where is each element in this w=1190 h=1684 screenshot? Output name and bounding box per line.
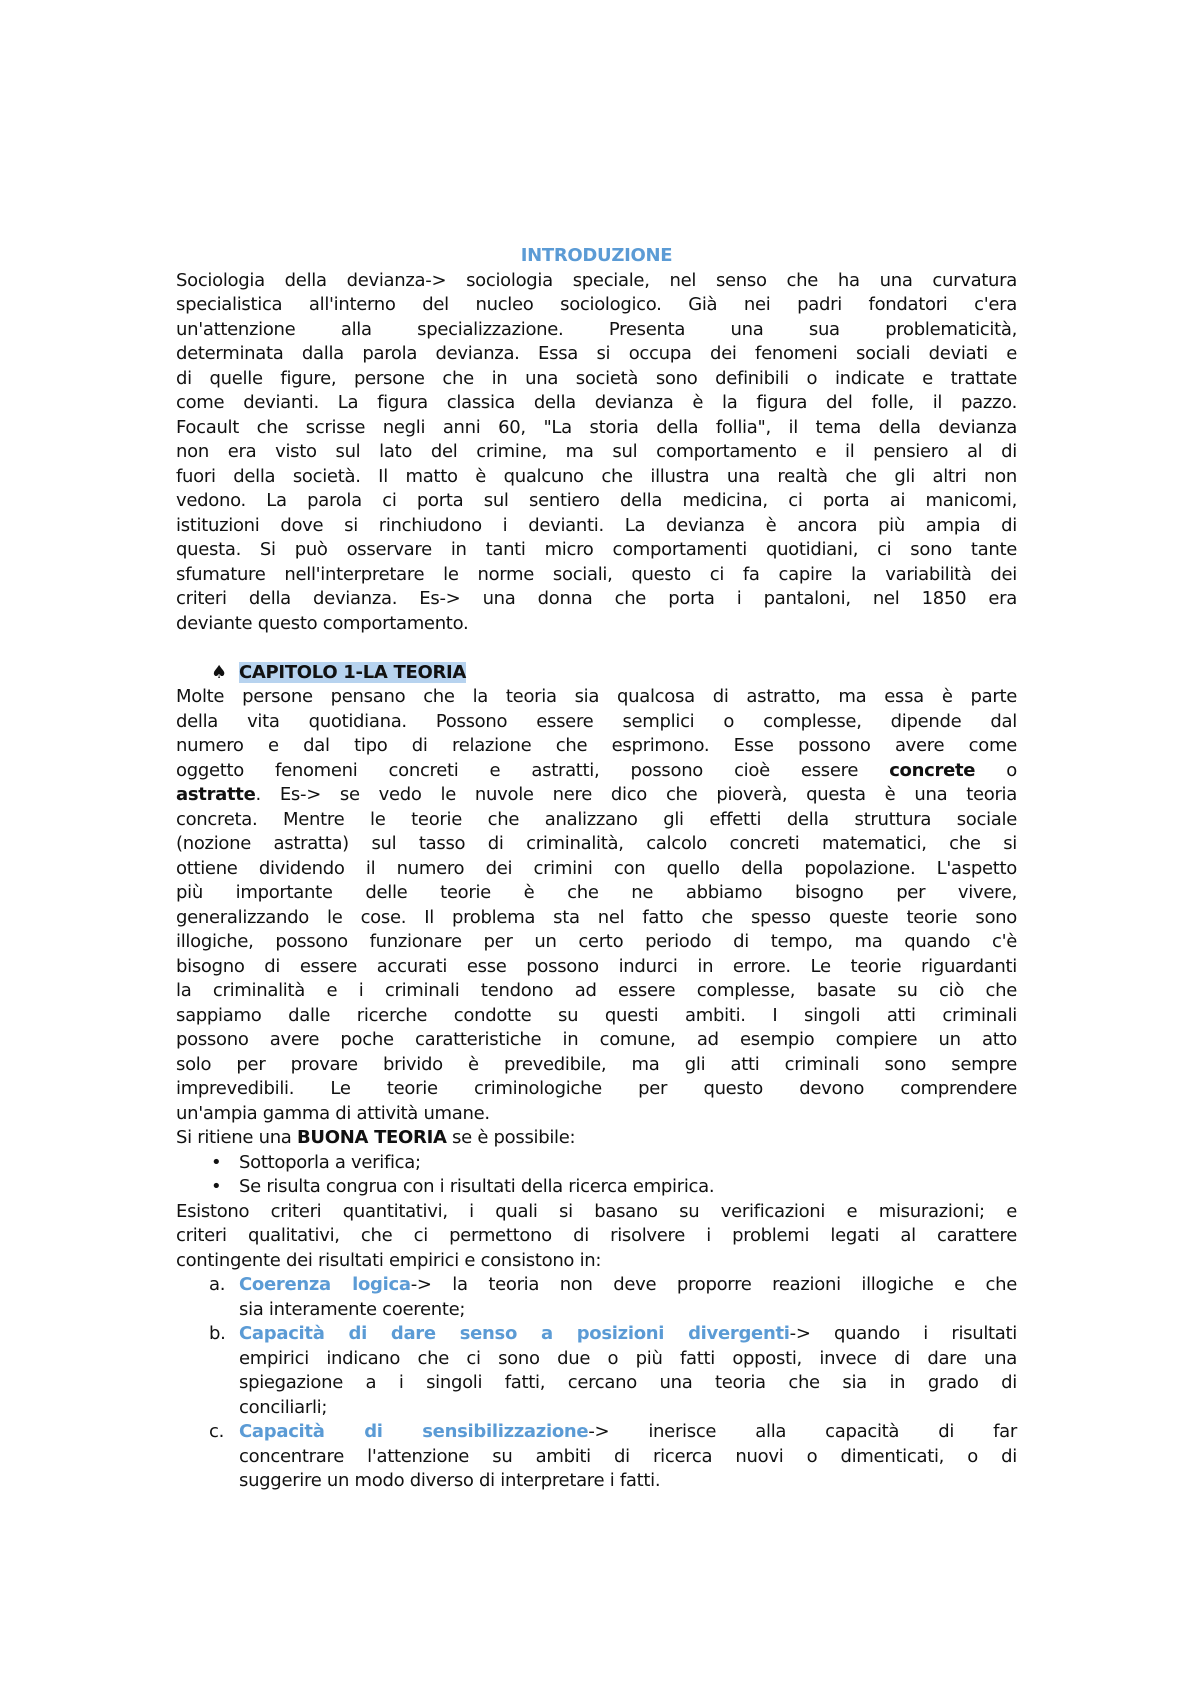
- text-line: criteri qualitativi, che ci permettono di risolvere i problemi legati al carattere: [176, 1225, 1017, 1246]
- document-page: [176, 244, 1017, 1494]
- text-line: [176, 832, 1017, 857]
- text-run: possono avere poche caratteristiche in comune, ad esempio compiere un atto: [176, 1029, 1017, 1050]
- bullet-list: [176, 1151, 1017, 1200]
- text-run: un'ampia gamma di attività umane.: [176, 1102, 490, 1124]
- text-line: [176, 1053, 1017, 1078]
- criterion-term: Capacità di sensibilizzazione: [239, 1421, 589, 1442]
- text-run: conciliarli;: [239, 1396, 328, 1418]
- text-line: vedono. La parola ci porta sul sentiero della medicina, ci porta ai manicomi,: [176, 490, 1017, 511]
- text-run: Si ritiene una: [176, 1127, 297, 1148]
- criterion-term: Coerenza logica: [239, 1274, 411, 1295]
- text-line: [176, 1420, 1017, 1445]
- text-run: se è possibile:: [446, 1127, 576, 1148]
- text-run: numero e dal tipo di relazione che esprimono. Esse possono avere come: [176, 735, 1017, 756]
- text-line: di quelle figure, persone che in una società sono definibili o indicate e trattate: [176, 367, 1017, 389]
- text-line: istituzioni dove si rinchiudono i devianti. La devianza è ancora più ampia di: [176, 514, 1017, 536]
- text-run: ottiene dividendo il numero dei crimini con quello della popolazione. L'aspetto: [176, 857, 1017, 879]
- bullet-icon: •: [211, 1151, 222, 1173]
- text-run: empirici indicano che ci sono due o più fatti opposti, invece di dare una: [239, 1347, 1017, 1369]
- list-marker: b.: [209, 1323, 226, 1344]
- text-line: [176, 1298, 1017, 1323]
- criteria-paragraph: [176, 1200, 1017, 1274]
- text-line: un'attenzione alla specializzazione. Presenta una sua problematicità,: [176, 318, 1017, 340]
- text-run: oggetto fenomeni concreti e astratti, possono cioè essere: [176, 759, 890, 781]
- text-run: illogiche, possono funzionare per un certo periodo di tempo, ma quando c'è: [176, 931, 1017, 952]
- text-line: come devianti. La figura classica della devianza è la figura del folle, il pazzo.: [176, 392, 1017, 413]
- text-line: [176, 710, 1017, 735]
- text-line: [176, 1102, 1017, 1127]
- list-marker: a.: [209, 1274, 226, 1295]
- text-run: (nozione astratta) sul tasso di criminalità, calcolo concreti matematici, che si: [176, 833, 1017, 854]
- text-line: [176, 1028, 1017, 1053]
- text-run: più importante delle teorie è che ne abbiamo bisogno per vivere,: [176, 882, 1017, 903]
- text-run: sia interamente coerente;: [239, 1298, 466, 1320]
- text-run: la criminalità e i criminali tendono ad essere complesse, basate su ciò che: [176, 980, 1017, 1001]
- text-line: Focault che scrisse negli anni 60, "La storia della follia", il tema della devianza: [176, 416, 1017, 438]
- text-line: [176, 906, 1017, 931]
- text-line: [176, 1347, 1017, 1372]
- text-line: criteri della devianza. Es-> una donna che porta i pantaloni, nel 1850 era: [176, 588, 1017, 609]
- text-run: . Es-> se vedo le nuvole nere dico che pioverà, questa è una teoria: [255, 784, 1017, 805]
- text-line: questa. Si può osservare in tanti micro comportamenti quotidiani, ci sono tante: [176, 539, 1017, 560]
- text-run: -> la teoria non deve proporre reazioni illogiche e che: [410, 1274, 1017, 1295]
- text-line: Esistono criteri quantitativi, i quali si basano su verificazioni e misurazioni; e: [176, 1200, 1017, 1222]
- text-line: [176, 1126, 1017, 1151]
- text-line: [176, 1077, 1017, 1102]
- text-line: specialistica all'interno del nucleo sociologico. Già nei padri fondatori c'era: [176, 294, 1017, 315]
- text-line: [176, 1396, 1017, 1421]
- text-run: suggerire un modo diverso di interpretare i fatti.: [239, 1470, 661, 1491]
- intro-paragraph: [176, 269, 1017, 637]
- text-run: spiegazione a i singoli fatti, cercano una teoria che sia in grado di: [239, 1372, 1017, 1393]
- text-line: [176, 1004, 1017, 1029]
- text-run: generalizzando le cose. Il problema sta nel fatto che spesso queste teorie sono: [176, 906, 1017, 928]
- spade-bullet-icon: ♠: [211, 661, 227, 683]
- blank-line: [176, 636, 1017, 661]
- text-line: sfumature nell'interpretare le norme sociali, questo ci fa capire la variabilità dei: [176, 563, 1017, 585]
- text-line: [176, 1322, 1017, 1347]
- section-title: INTRODUZIONE: [520, 245, 673, 266]
- text-line: [176, 979, 1017, 1004]
- text-run: o: [975, 759, 1017, 781]
- list-item-text: Se risulta congrua con i risultati della ricerca empirica.: [239, 1176, 715, 1197]
- text-run: -> inerisce alla capacità di far: [588, 1421, 1017, 1442]
- text-line: [176, 808, 1017, 833]
- text-run: concentrare l'attenzione su ambiti di ricerca nuovi o dimenticati, o di: [239, 1445, 1017, 1467]
- text-line: [176, 1371, 1017, 1396]
- text-run: -> quando i risultati: [789, 1323, 1017, 1344]
- text-run: imprevedibili. Le teorie criminologiche per questo devono comprendere: [176, 1078, 1017, 1099]
- list-item-text: Sottoporla a verifica;: [239, 1151, 421, 1173]
- text-line: deviante questo comportamento.: [176, 612, 469, 634]
- text-line: [176, 955, 1017, 980]
- text-line: non era visto sul lato del crimine, ma sul comportamento e il pensiero al di: [176, 441, 1017, 462]
- criterion-term: Capacità di dare senso a posizioni divergenti: [239, 1323, 790, 1344]
- text-line: [176, 857, 1017, 882]
- text-line: [176, 685, 1017, 710]
- text-run: solo per provare brivido è prevedibile, ma gli atti criminali sono sempre: [176, 1053, 1017, 1075]
- list-item: [176, 1175, 1017, 1200]
- text-line: [176, 783, 1017, 808]
- list-item: [176, 1151, 1017, 1176]
- text-run: sappiamo dalle ricerche condotte su questi ambiti. I singoli atti criminali: [176, 1004, 1017, 1026]
- chapter-heading: [176, 661, 1017, 686]
- text-line: [176, 930, 1017, 955]
- text-line: [176, 759, 1017, 784]
- text-line: [176, 1273, 1017, 1298]
- good-theory-line: [176, 1126, 1017, 1151]
- text-line: [176, 881, 1017, 906]
- theory-paragraph: [176, 685, 1017, 1126]
- bold-text: BUONA TEORIA: [296, 1127, 447, 1148]
- text-run: della vita quotidiana. Possono essere semplici o complesse, dipende dal: [176, 710, 1017, 732]
- bold-text: astratte: [176, 784, 256, 805]
- text-run: concreta. Mentre le teorie che analizzano gli effetti della struttura sociale: [176, 808, 1017, 830]
- text-line: [176, 1469, 1017, 1494]
- list-marker: c.: [209, 1421, 225, 1442]
- text-line: [176, 734, 1017, 759]
- bold-text: concrete: [889, 759, 976, 781]
- text-line: contingente dei risultati empirici e consistono in:: [176, 1249, 602, 1271]
- text-line: Sociologia della devianza-> sociologia speciale, nel senso che ha una curvatura: [176, 269, 1017, 291]
- text-line: determinata dalla parola devianza. Essa si occupa dei fenomeni sociali deviati e: [176, 343, 1017, 364]
- text-run: bisogno di essere accurati esse possono indurci in errore. Le teorie riguardanti: [176, 955, 1017, 977]
- text-line: [176, 1445, 1017, 1470]
- bullet-icon: •: [211, 1176, 222, 1197]
- criteria-list: [176, 1273, 1017, 1494]
- chapter-title: CAPITOLO 1-LA TEORIA: [239, 661, 467, 683]
- text-run: Molte persone pensano che la teoria sia qualcosa di astratto, ma essa è parte: [176, 686, 1017, 707]
- text-line: fuori della società. Il matto è qualcuno che illustra una realtà che gli altri non: [176, 465, 1017, 487]
